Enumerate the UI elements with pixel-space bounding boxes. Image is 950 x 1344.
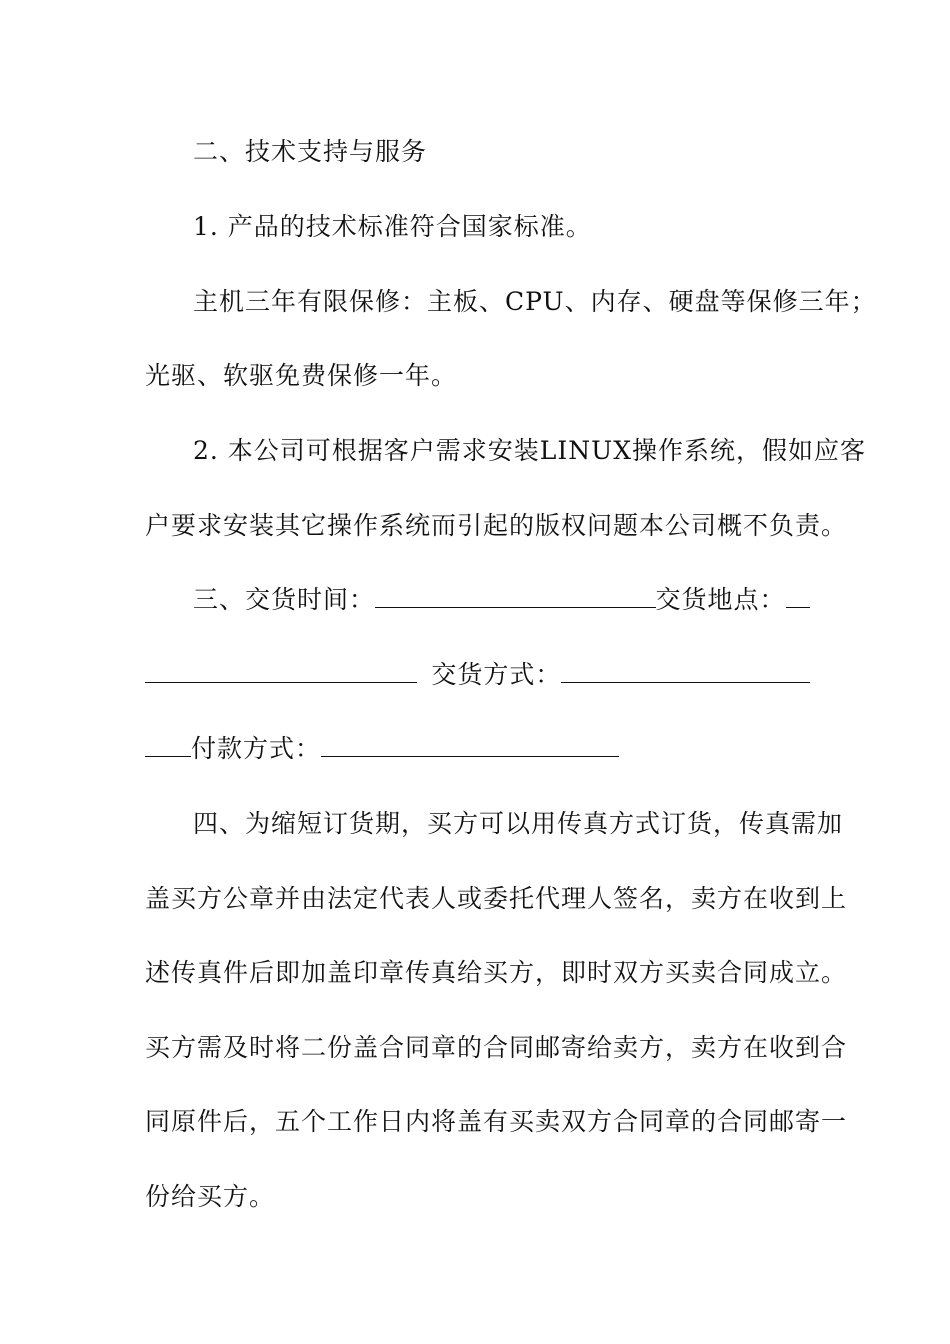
- section4-line-4: 买方需及时将二份盖合同章的合同邮寄给卖方，卖方在收到合: [145, 1033, 848, 1062]
- delivery-time-blank: [375, 587, 656, 608]
- delivery-place-blank-end: [145, 662, 417, 683]
- delivery-line-1: [193, 580, 810, 620]
- section4-line-6: 份给买方。: [145, 1182, 276, 1211]
- delivery-place-label: 交货地点：: [655, 585, 786, 614]
- payment-method-blank: [321, 736, 619, 757]
- delivery-time-label: 三、交货时间：: [193, 585, 376, 614]
- delivery-line-2: [145, 655, 810, 695]
- warranty-line-1: 主机三年有限保修：主板、CPU、内存、硬盘等保修三年；: [193, 287, 877, 316]
- item2-line-2: 户要求安装其它操作系统而引起的版权问题本公司概不负责。: [145, 511, 848, 540]
- payment-line: [145, 729, 810, 769]
- section4-line-2: 盖买方公章并由法定代表人或委托代理人签名，卖方在收到上: [145, 884, 848, 913]
- section4-line-1: 四、为缩短订货期，买方可以用传真方式订货，传真需加: [193, 809, 844, 838]
- delivery-method-label: 交货方式：: [431, 660, 562, 689]
- section4-line-3: 述传真件后即加盖印章传真给买方，即时双方买卖合同成立。: [145, 958, 848, 987]
- delivery-method-blank-end: [145, 736, 191, 757]
- section4-line-5: 同原件后，五个工作日内将盖有买卖双方合同章的合同邮寄一: [145, 1107, 848, 1136]
- delivery-method-blank-start: [561, 662, 810, 683]
- item2-line-1: 2. 本公司可根据客户需求安装LINUX操作系统，假如应客: [193, 436, 867, 465]
- payment-method-label: 付款方式：: [191, 734, 322, 763]
- section2-heading: 二、技术支持与服务: [193, 137, 428, 166]
- item1-text: 1. 产品的技术标准符合国家标准。: [193, 212, 592, 241]
- warranty-line-2: 光驱、软驱免费保修一年。: [145, 361, 458, 390]
- delivery-place-blank-start: [786, 587, 810, 608]
